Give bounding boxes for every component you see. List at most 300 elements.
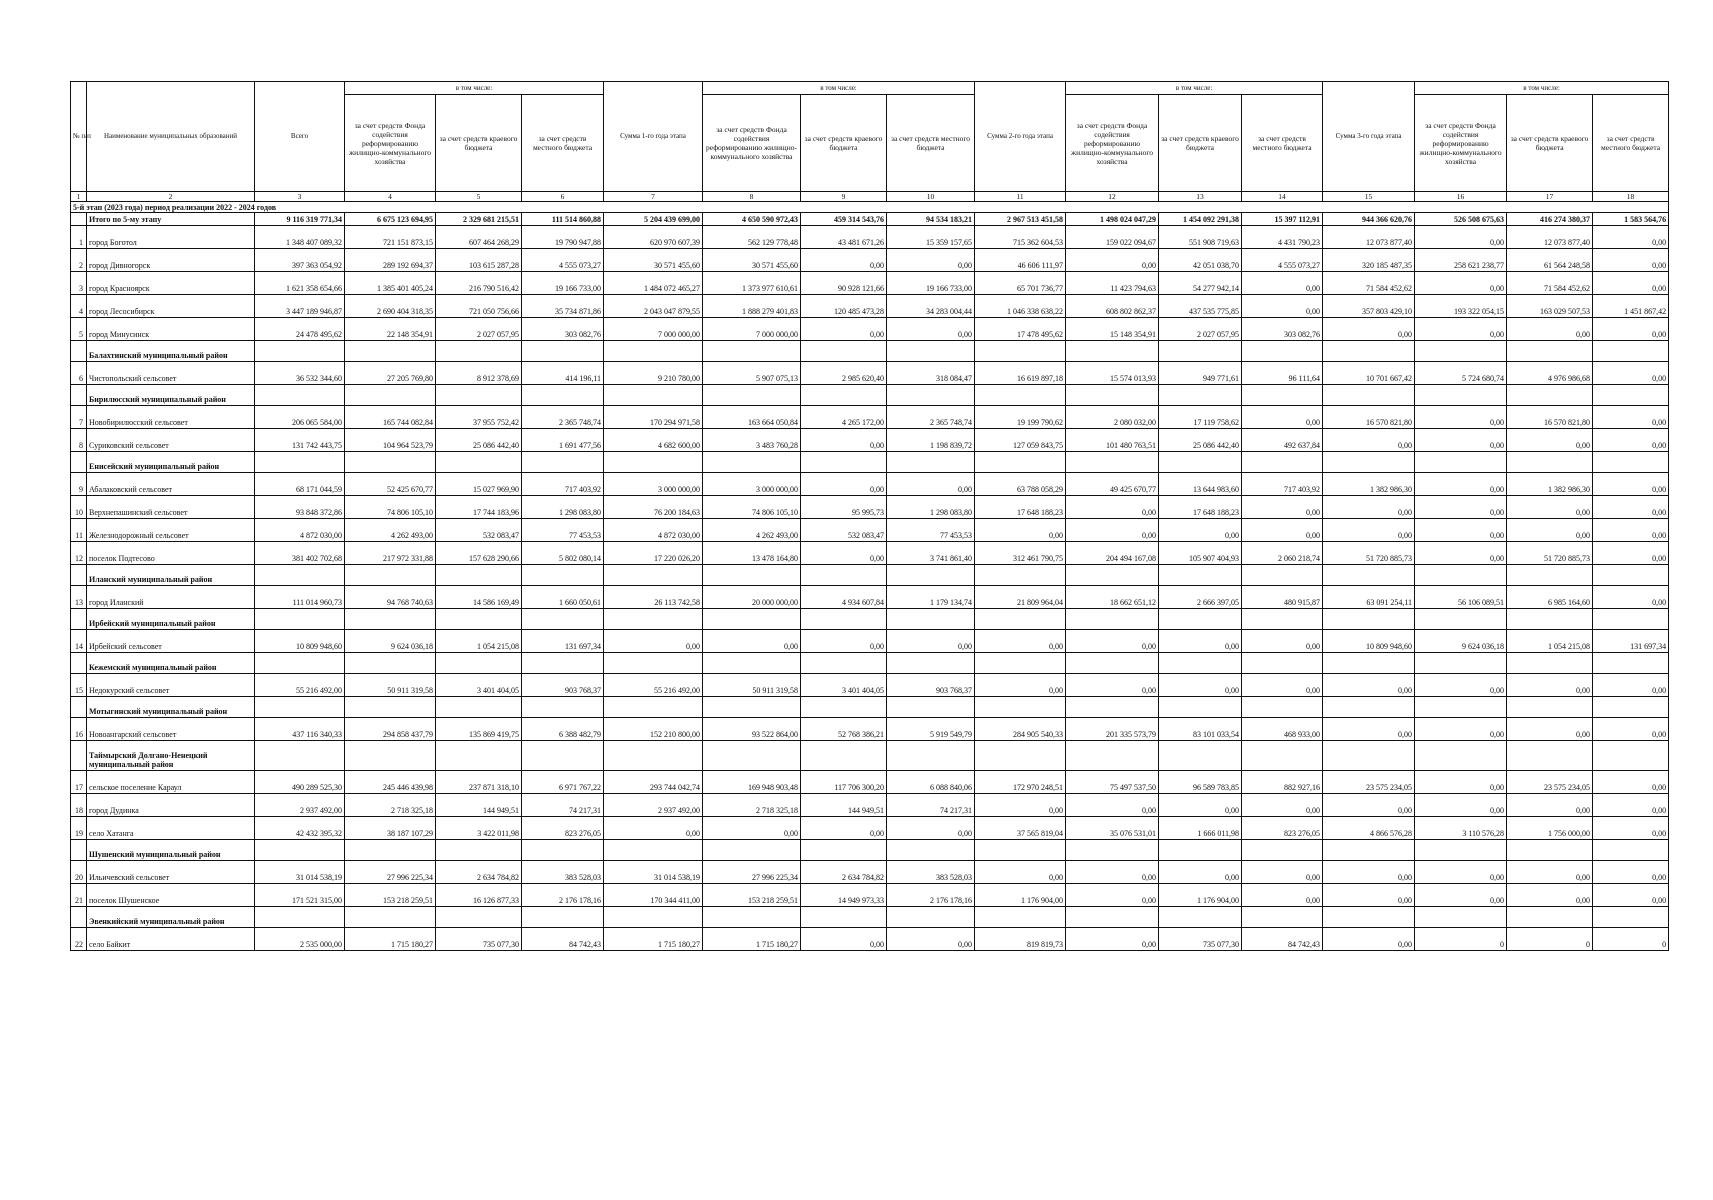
value-cell: 1 348 407 089,32 — [255, 226, 345, 249]
row-index: 8 — [71, 429, 87, 452]
municipality-name: Чистопольский сельсовет — [87, 362, 255, 385]
value-cell: 105 907 404,93 — [1159, 542, 1242, 565]
value-cell: 0,00 — [1415, 429, 1507, 452]
value-cell: 43 481 671,26 — [801, 226, 887, 249]
empty-cell — [522, 341, 604, 362]
value-cell: 2 937 492,00 — [255, 794, 345, 817]
empty-cell — [1507, 385, 1593, 406]
empty-cell — [1159, 385, 1242, 406]
value-cell: 0,00 — [975, 519, 1066, 542]
empty-cell — [345, 452, 436, 473]
value-cell: 6 388 482,79 — [522, 718, 604, 741]
empty-cell — [1159, 907, 1242, 928]
total-cell: 2 329 681 215,51 — [436, 213, 522, 226]
empty-cell — [1507, 697, 1593, 718]
value-cell: 51 720 885,73 — [1507, 542, 1593, 565]
value-cell: 1 054 215,08 — [1507, 630, 1593, 653]
empty-cell — [604, 341, 703, 362]
district-index — [71, 609, 87, 630]
value-cell: 0,00 — [1415, 674, 1507, 697]
column-number: 6 — [522, 192, 604, 202]
empty-cell — [887, 741, 975, 771]
value-cell: 93 522 864,00 — [703, 718, 801, 741]
municipality-name: село Хатанга — [87, 817, 255, 840]
value-cell: 6 971 767,22 — [522, 771, 604, 794]
value-cell: 0,00 — [1242, 630, 1323, 653]
municipality-name: Недокурский сельсовет — [87, 674, 255, 697]
row-index: 16 — [71, 718, 87, 741]
empty-cell — [975, 907, 1066, 928]
value-cell: 3 000 000,00 — [703, 473, 801, 496]
empty-cell — [345, 697, 436, 718]
empty-cell — [887, 385, 975, 406]
header-local: за счет средств местного бюджета — [887, 95, 975, 192]
value-cell: 13 644 983,60 — [1159, 473, 1242, 496]
value-cell: 0,00 — [801, 630, 887, 653]
value-cell: 17 119 758,62 — [1159, 406, 1242, 429]
value-cell: 294 858 437,79 — [345, 718, 436, 741]
value-cell: 4 934 607,84 — [801, 586, 887, 609]
empty-cell — [522, 385, 604, 406]
value-cell: 258 621 238,77 — [1415, 249, 1507, 272]
value-cell: 1 666 011,98 — [1159, 817, 1242, 840]
empty-cell — [255, 565, 345, 586]
table-row — [71, 249, 1669, 272]
value-cell: 8 912 378,69 — [436, 362, 522, 385]
value-cell: 0,00 — [604, 630, 703, 653]
municipality-name: город Дивногорск — [87, 249, 255, 272]
empty-cell — [522, 653, 604, 674]
table-row — [71, 272, 1669, 295]
empty-cell — [801, 452, 887, 473]
value-cell: 0,00 — [1242, 295, 1323, 318]
empty-cell — [436, 452, 522, 473]
value-cell: 383 528,03 — [522, 861, 604, 884]
district-row — [71, 907, 1669, 928]
district-row — [71, 609, 1669, 630]
value-cell: 3 447 189 946,87 — [255, 295, 345, 318]
value-cell: 0,00 — [1507, 496, 1593, 519]
total-cell: 944 366 620,76 — [1323, 213, 1415, 226]
header-name: Наименование муниципальных образований — [87, 82, 255, 192]
empty-cell — [522, 452, 604, 473]
value-cell: 0,00 — [1593, 771, 1669, 794]
value-cell: 532 083,47 — [801, 519, 887, 542]
empty-cell — [975, 653, 1066, 674]
empty-cell — [1066, 452, 1159, 473]
value-cell: 83 101 033,54 — [1159, 718, 1242, 741]
empty-cell — [255, 452, 345, 473]
value-cell: 2 634 784,82 — [801, 861, 887, 884]
municipality-name: Верхнепашинский сельсовет — [87, 496, 255, 519]
row-index: 21 — [71, 884, 87, 907]
district-name: Ирбейский муниципальный район — [87, 609, 255, 630]
municipality-name: город Иланский — [87, 586, 255, 609]
empty-cell — [604, 565, 703, 586]
value-cell: 0,00 — [975, 861, 1066, 884]
value-cell: 0,00 — [1415, 519, 1507, 542]
value-cell: 381 402 702,68 — [255, 542, 345, 565]
value-cell: 823 276,05 — [522, 817, 604, 840]
value-cell: 54 277 942,14 — [1159, 272, 1242, 295]
empty-cell — [975, 341, 1066, 362]
stage-title: 5-й этап (2023 года) период реализации 2022 - 2024 годов — [71, 202, 1669, 213]
value-cell: 1 715 180,27 — [604, 928, 703, 951]
value-cell: 10 701 667,42 — [1323, 362, 1415, 385]
value-cell: 37 955 752,42 — [436, 406, 522, 429]
empty-cell — [604, 609, 703, 630]
value-cell: 715 362 604,53 — [975, 226, 1066, 249]
total-cell: 2 967 513 451,58 — [975, 213, 1066, 226]
empty-cell — [604, 385, 703, 406]
value-cell: 717 403,92 — [1242, 473, 1323, 496]
empty-cell — [1066, 565, 1159, 586]
value-cell: 94 768 740,63 — [345, 586, 436, 609]
value-cell: 0,00 — [1242, 496, 1323, 519]
value-cell: 0,00 — [1507, 318, 1593, 341]
value-cell: 620 970 607,39 — [604, 226, 703, 249]
empty-cell — [1242, 565, 1323, 586]
empty-cell — [1159, 653, 1242, 674]
value-cell: 2 365 748,74 — [522, 406, 604, 429]
value-cell: 0,00 — [1593, 794, 1669, 817]
value-cell: 3 401 404,05 — [436, 674, 522, 697]
value-cell: 0,00 — [801, 473, 887, 496]
value-cell: 293 744 042,74 — [604, 771, 703, 794]
value-cell: 882 927,16 — [1242, 771, 1323, 794]
value-cell: 0,00 — [1415, 718, 1507, 741]
empty-cell — [887, 697, 975, 718]
empty-cell — [1066, 840, 1159, 861]
total-cell: 5 204 439 699,00 — [604, 213, 703, 226]
municipality-name: Новобирилюсский сельсовет — [87, 406, 255, 429]
value-cell: 3 741 861,40 — [887, 542, 975, 565]
value-cell: 76 200 184,63 — [604, 496, 703, 519]
empty-cell — [255, 341, 345, 362]
value-cell: 14 586 169,49 — [436, 586, 522, 609]
value-cell: 1 382 986,30 — [1323, 473, 1415, 496]
value-cell: 90 928 121,66 — [801, 272, 887, 295]
empty-cell — [703, 565, 801, 586]
value-cell: 0,00 — [975, 794, 1066, 817]
value-cell: 111 014 960,73 — [255, 586, 345, 609]
district-name: Таймырский Долгано-Ненецкий муниципальный район — [87, 741, 255, 771]
value-cell: 949 771,61 — [1159, 362, 1242, 385]
value-cell: 4 265 172,00 — [801, 406, 887, 429]
row-index: 20 — [71, 861, 87, 884]
row-index: 5 — [71, 318, 87, 341]
row-index: 10 — [71, 496, 87, 519]
empty-cell — [1593, 452, 1669, 473]
value-cell: 320 185 487,35 — [1323, 249, 1415, 272]
value-cell: 77 453,53 — [887, 519, 975, 542]
value-cell: 26 113 742,58 — [604, 586, 703, 609]
empty-cell — [1593, 697, 1669, 718]
table-row — [71, 771, 1669, 794]
empty-cell — [345, 565, 436, 586]
municipality-name: поселок Подтесово — [87, 542, 255, 565]
district-row — [71, 653, 1669, 674]
value-cell: 7 000 000,00 — [703, 318, 801, 341]
total-row — [71, 213, 1669, 226]
row-index: 17 — [71, 771, 87, 794]
value-cell: 31 014 538,19 — [604, 861, 703, 884]
value-cell: 1 715 180,27 — [345, 928, 436, 951]
value-cell: 163 029 507,53 — [1507, 295, 1593, 318]
value-cell: 492 637,84 — [1242, 429, 1323, 452]
header-local: за счет средств местного бюджета — [1593, 95, 1669, 192]
value-cell: 0,00 — [1593, 429, 1669, 452]
empty-cell — [1323, 741, 1415, 771]
empty-cell — [1415, 609, 1507, 630]
empty-cell — [1159, 741, 1242, 771]
column-number: 8 — [703, 192, 801, 202]
empty-cell — [522, 907, 604, 928]
value-cell: 77 453,53 — [522, 519, 604, 542]
value-cell: 0,00 — [1507, 429, 1593, 452]
value-cell: 0,00 — [1242, 861, 1323, 884]
value-cell: 0,00 — [1415, 496, 1507, 519]
value-cell: 0,00 — [1593, 406, 1669, 429]
district-row — [71, 385, 1669, 406]
value-cell: 101 480 763,51 — [1066, 429, 1159, 452]
empty-cell — [975, 452, 1066, 473]
empty-cell — [1066, 697, 1159, 718]
column-number-row — [71, 192, 1669, 202]
total-cell: 6 675 123 694,95 — [345, 213, 436, 226]
value-cell: 144 949,51 — [436, 794, 522, 817]
value-cell: 163 664 050,84 — [703, 406, 801, 429]
value-cell: 0,00 — [801, 429, 887, 452]
empty-cell — [1159, 697, 1242, 718]
value-cell: 63 091 254,11 — [1323, 586, 1415, 609]
value-cell: 0,00 — [1593, 226, 1669, 249]
header-index: № п/п — [71, 82, 87, 192]
value-cell: 131 697,34 — [522, 630, 604, 653]
value-cell: 35 076 531,01 — [1066, 817, 1159, 840]
value-cell: 19 166 733,00 — [522, 272, 604, 295]
value-cell: 608 802 862,37 — [1066, 295, 1159, 318]
row-index: 9 — [71, 473, 87, 496]
value-cell: 1 176 904,00 — [1159, 884, 1242, 907]
table-row — [71, 406, 1669, 429]
value-cell: 3 422 011,98 — [436, 817, 522, 840]
empty-cell — [1323, 565, 1415, 586]
value-cell: 84 742,43 — [522, 928, 604, 951]
value-cell: 34 283 004,44 — [887, 295, 975, 318]
value-cell: 165 744 082,84 — [345, 406, 436, 429]
empty-cell — [703, 609, 801, 630]
value-cell: 0,00 — [887, 473, 975, 496]
header-fund: за счет средств Фонда содействия реформированию жилищно-коммунального хозяйства — [345, 95, 436, 192]
value-cell: 3 401 404,05 — [801, 674, 887, 697]
empty-cell — [975, 840, 1066, 861]
value-cell: 0,00 — [1323, 794, 1415, 817]
value-cell: 55 216 492,00 — [255, 674, 345, 697]
value-cell: 4 976 986,68 — [1507, 362, 1593, 385]
value-cell: 312 461 790,75 — [975, 542, 1066, 565]
value-cell: 52 425 670,77 — [345, 473, 436, 496]
value-cell: 0,00 — [1066, 519, 1159, 542]
header-total: Всего — [255, 82, 345, 192]
empty-cell — [975, 385, 1066, 406]
empty-cell — [1415, 452, 1507, 473]
value-cell: 0,00 — [1066, 794, 1159, 817]
header-regional: за счет средств краевого бюджета — [801, 95, 887, 192]
value-cell: 1 451 867,42 — [1593, 295, 1669, 318]
value-cell: 104 964 523,79 — [345, 429, 436, 452]
value-cell: 96 111,64 — [1242, 362, 1323, 385]
stage-title-row — [71, 202, 1669, 213]
value-cell: 607 464 268,29 — [436, 226, 522, 249]
municipality-name: город Дудинка — [87, 794, 255, 817]
value-cell: 0,00 — [1066, 674, 1159, 697]
value-cell: 0,00 — [1242, 272, 1323, 295]
municipality-name: город Красноярск — [87, 272, 255, 295]
value-cell: 74 217,31 — [522, 794, 604, 817]
empty-cell — [703, 452, 801, 473]
row-index: 19 — [71, 817, 87, 840]
value-cell: 0,00 — [887, 249, 975, 272]
value-cell: 11 423 794,63 — [1066, 272, 1159, 295]
empty-cell — [1415, 907, 1507, 928]
value-cell: 0,00 — [1159, 630, 1242, 653]
value-cell: 52 768 386,21 — [801, 718, 887, 741]
value-cell: 0,00 — [1323, 429, 1415, 452]
value-cell: 3 110 576,28 — [1415, 817, 1507, 840]
value-cell: 95 995,73 — [801, 496, 887, 519]
empty-cell — [1242, 741, 1323, 771]
total-cell: 416 274 380,37 — [1507, 213, 1593, 226]
value-cell: 71 584 452,62 — [1507, 272, 1593, 295]
empty-cell — [1507, 907, 1593, 928]
value-cell: 318 084,47 — [887, 362, 975, 385]
header-group-year2: в том числе: — [1066, 82, 1323, 95]
value-cell: 383 528,03 — [887, 861, 975, 884]
value-cell: 0,00 — [1593, 817, 1669, 840]
table-row — [71, 718, 1669, 741]
value-cell: 5 802 080,14 — [522, 542, 604, 565]
value-cell: 0,00 — [1415, 884, 1507, 907]
value-cell: 562 129 778,48 — [703, 226, 801, 249]
empty-cell — [801, 741, 887, 771]
column-number: 10 — [887, 192, 975, 202]
value-cell: 0,00 — [1415, 861, 1507, 884]
table-row — [71, 362, 1669, 385]
empty-cell — [436, 697, 522, 718]
value-cell: 1 691 477,56 — [522, 429, 604, 452]
empty-cell — [1323, 697, 1415, 718]
header-local: за счет средств местного бюджета — [522, 95, 604, 192]
value-cell: 4 866 576,28 — [1323, 817, 1415, 840]
empty-cell — [255, 609, 345, 630]
value-cell: 0,00 — [1066, 249, 1159, 272]
empty-cell — [1323, 341, 1415, 362]
value-cell: 127 059 843,75 — [975, 429, 1066, 452]
empty-cell — [255, 385, 345, 406]
value-cell: 1 621 358 654,66 — [255, 272, 345, 295]
value-cell: 42 432 395,32 — [255, 817, 345, 840]
empty-cell — [1242, 907, 1323, 928]
table-row — [71, 429, 1669, 452]
empty-cell — [703, 741, 801, 771]
table-row — [71, 586, 1669, 609]
value-cell: 4 555 073,27 — [522, 249, 604, 272]
value-cell: 0,00 — [1323, 674, 1415, 697]
value-cell: 0,00 — [1323, 884, 1415, 907]
empty-cell — [1415, 385, 1507, 406]
header-local: за счет средств местного бюджета — [1242, 95, 1323, 192]
value-cell: 0,00 — [801, 318, 887, 341]
value-cell: 903 768,37 — [522, 674, 604, 697]
value-cell: 9 624 036,18 — [345, 630, 436, 653]
value-cell: 2 043 047 879,55 — [604, 295, 703, 318]
empty-cell — [975, 565, 1066, 586]
value-cell: 4 872 030,00 — [255, 519, 345, 542]
table-row — [71, 630, 1669, 653]
value-cell: 103 615 287,28 — [436, 249, 522, 272]
empty-cell — [1242, 653, 1323, 674]
empty-cell — [1242, 452, 1323, 473]
column-number: 7 — [604, 192, 703, 202]
value-cell: 414 196,11 — [522, 362, 604, 385]
value-cell: 0,00 — [1593, 362, 1669, 385]
value-cell: 2 060 218,74 — [1242, 542, 1323, 565]
empty-cell — [436, 609, 522, 630]
empty-cell — [1242, 385, 1323, 406]
value-cell: 0 — [1415, 928, 1507, 951]
district-name: Эвенкийский муниципальный район — [87, 907, 255, 928]
header-regional: за счет средств краевого бюджета — [436, 95, 522, 192]
table-row — [71, 861, 1669, 884]
value-cell: 71 584 452,62 — [1323, 272, 1415, 295]
table-row — [71, 794, 1669, 817]
empty-cell — [1066, 341, 1159, 362]
value-cell: 12 073 877,40 — [1507, 226, 1593, 249]
value-cell: 1 046 338 638,22 — [975, 295, 1066, 318]
value-cell: 0,00 — [1507, 884, 1593, 907]
value-cell: 284 905 540,33 — [975, 718, 1066, 741]
value-cell: 0,00 — [1415, 542, 1507, 565]
empty-cell — [1066, 907, 1159, 928]
value-cell: 5 919 549,79 — [887, 718, 975, 741]
header-group-total: в том числе: — [345, 82, 604, 95]
value-cell: 551 908 719,63 — [1159, 226, 1242, 249]
value-cell: 0,00 — [1593, 674, 1669, 697]
empty-cell — [436, 653, 522, 674]
value-cell: 0,00 — [1066, 496, 1159, 519]
value-cell: 63 788 058,29 — [975, 473, 1066, 496]
value-cell: 357 803 429,10 — [1323, 295, 1415, 318]
value-cell: 0,00 — [1593, 318, 1669, 341]
value-cell: 17 648 188,23 — [1159, 496, 1242, 519]
row-index: 12 — [71, 542, 87, 565]
value-cell: 0,00 — [1593, 272, 1669, 295]
value-cell: 1 176 904,00 — [975, 884, 1066, 907]
empty-cell — [975, 609, 1066, 630]
value-cell: 2 718 325,18 — [345, 794, 436, 817]
value-cell: 75 497 537,50 — [1066, 771, 1159, 794]
column-number: 2 — [87, 192, 255, 202]
empty-cell — [604, 907, 703, 928]
value-cell: 4 555 073,27 — [1242, 249, 1323, 272]
row-index: 15 — [71, 674, 87, 697]
value-cell: 2 985 620,40 — [801, 362, 887, 385]
value-cell: 0,00 — [1242, 794, 1323, 817]
value-cell: 1 198 839,72 — [887, 429, 975, 452]
value-cell: 1 756 000,00 — [1507, 817, 1593, 840]
value-cell: 0,00 — [1242, 674, 1323, 697]
